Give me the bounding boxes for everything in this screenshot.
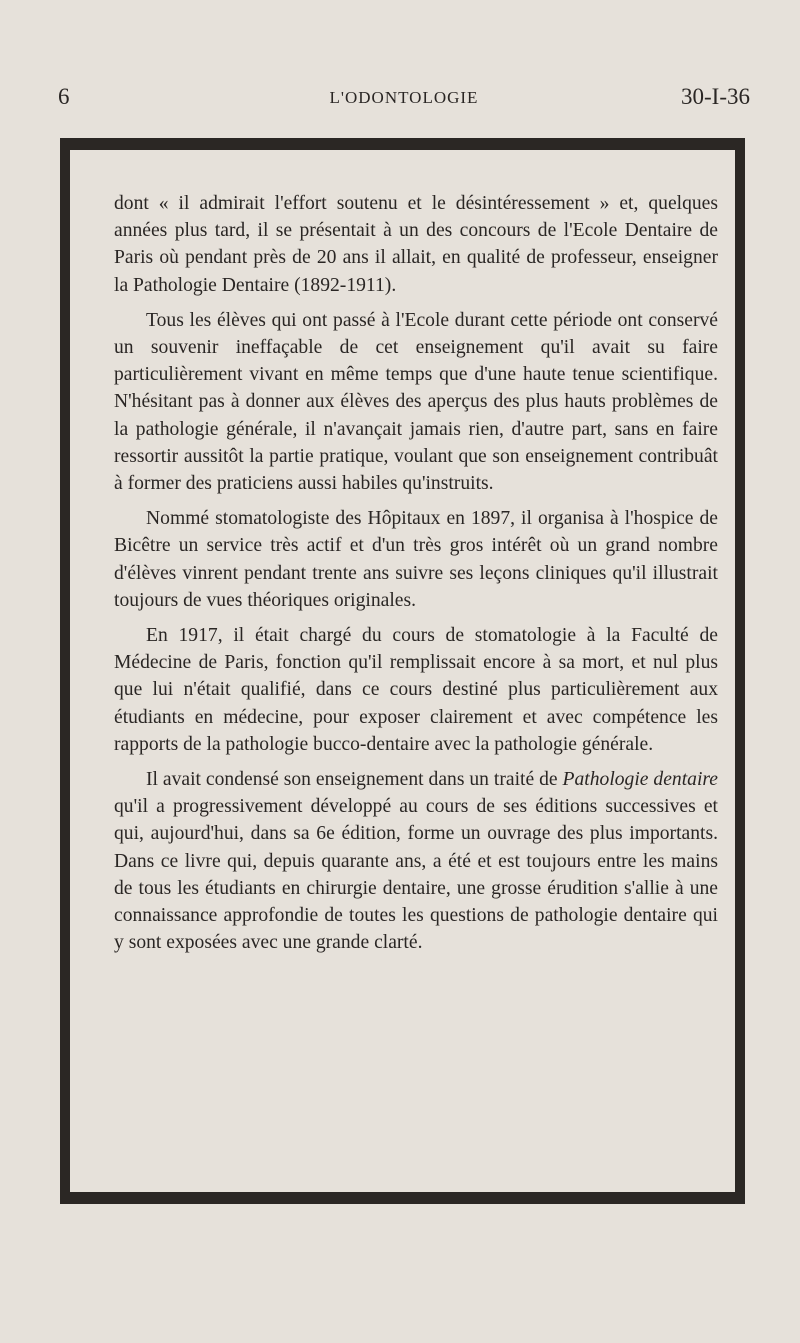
mourning-border-frame [60, 138, 745, 1204]
page-number: 6 [58, 84, 70, 109]
page-header [58, 84, 750, 114]
paragraph-3: Nommé stomatologiste des Hôpitaux en 1897, il organisa à l'hospice de Bicêtre un service très actif et d'un très gros intérêt où un grand nombre d'élèves vinrent pendant trente ans suivre ses leçons cliniques qu'il illustrait toujours de vues théoriques originales. [114, 508, 718, 611]
paragraph-5-intro: Il avait condensé son enseignement dans un traité de [146, 769, 563, 791]
paragraph-1: dont « il admirait l'effort soutenu et le désintéressement » et, quelques années plus tard, il se présentait à un des concours de l'Ecole Dentaire de Paris où pendant près de 20 ans il allait, en qualité de professeur, enseigner la Pathologie Dentaire (1892-1911). [114, 193, 718, 296]
book-title: Pathologie dentaire [562, 769, 718, 791]
issue-date: 30-I-36 [681, 84, 750, 109]
paragraph-5-rest: qu'il a progressivement développé au cours de ses éditions successives et qui, aujourd'hui, dans sa 6e édition, forme un ouvrage des plus importants. Dans ce livre qui, depuis quarante ans, a été et est toujours entre les mains de tous les étudiants en chirurgie dentaire, une grosse érudition s'allie à une connaissance approfondie de toutes les questions de pathologie dentaire qui y sont exposées avec une grande clarté. [114, 796, 718, 954]
paragraph-5 [114, 766, 718, 956]
running-title: L'ODONTOLOGIE [329, 88, 479, 107]
paragraph-2: Tous les élèves qui ont passé à l'Ecole durant cette période ont conservé un souvenir ineffaçable de cet enseignement qu'il avait su faire particulièrement vivant en même temps que d'une haute tenue scientifique. N'hésitant pas à donner aux élèves des aperçus des plus hauts problèmes de la pathologie générale, il n'avançait jamais rien, d'autre part, sans en faire ressortir aussitôt la partie pratique, voulant que son enseignement contribuât à former des praticiens aussi habiles qu'instruits. [114, 309, 718, 495]
article-body [114, 190, 718, 964]
paragraph-4: En 1917, il était chargé du cours de stomatologie à la Faculté de Médecine de Paris, fonction qu'il remplissait encore à sa mort, et nul plus que lui n'était qualifié, dans ce cours destiné plus particulièrement aux étudiants en médecine, pour exposer clairement et avec compétence les rapports de la pathologie bucco-dentaire avec la pathologie générale. [114, 625, 718, 755]
